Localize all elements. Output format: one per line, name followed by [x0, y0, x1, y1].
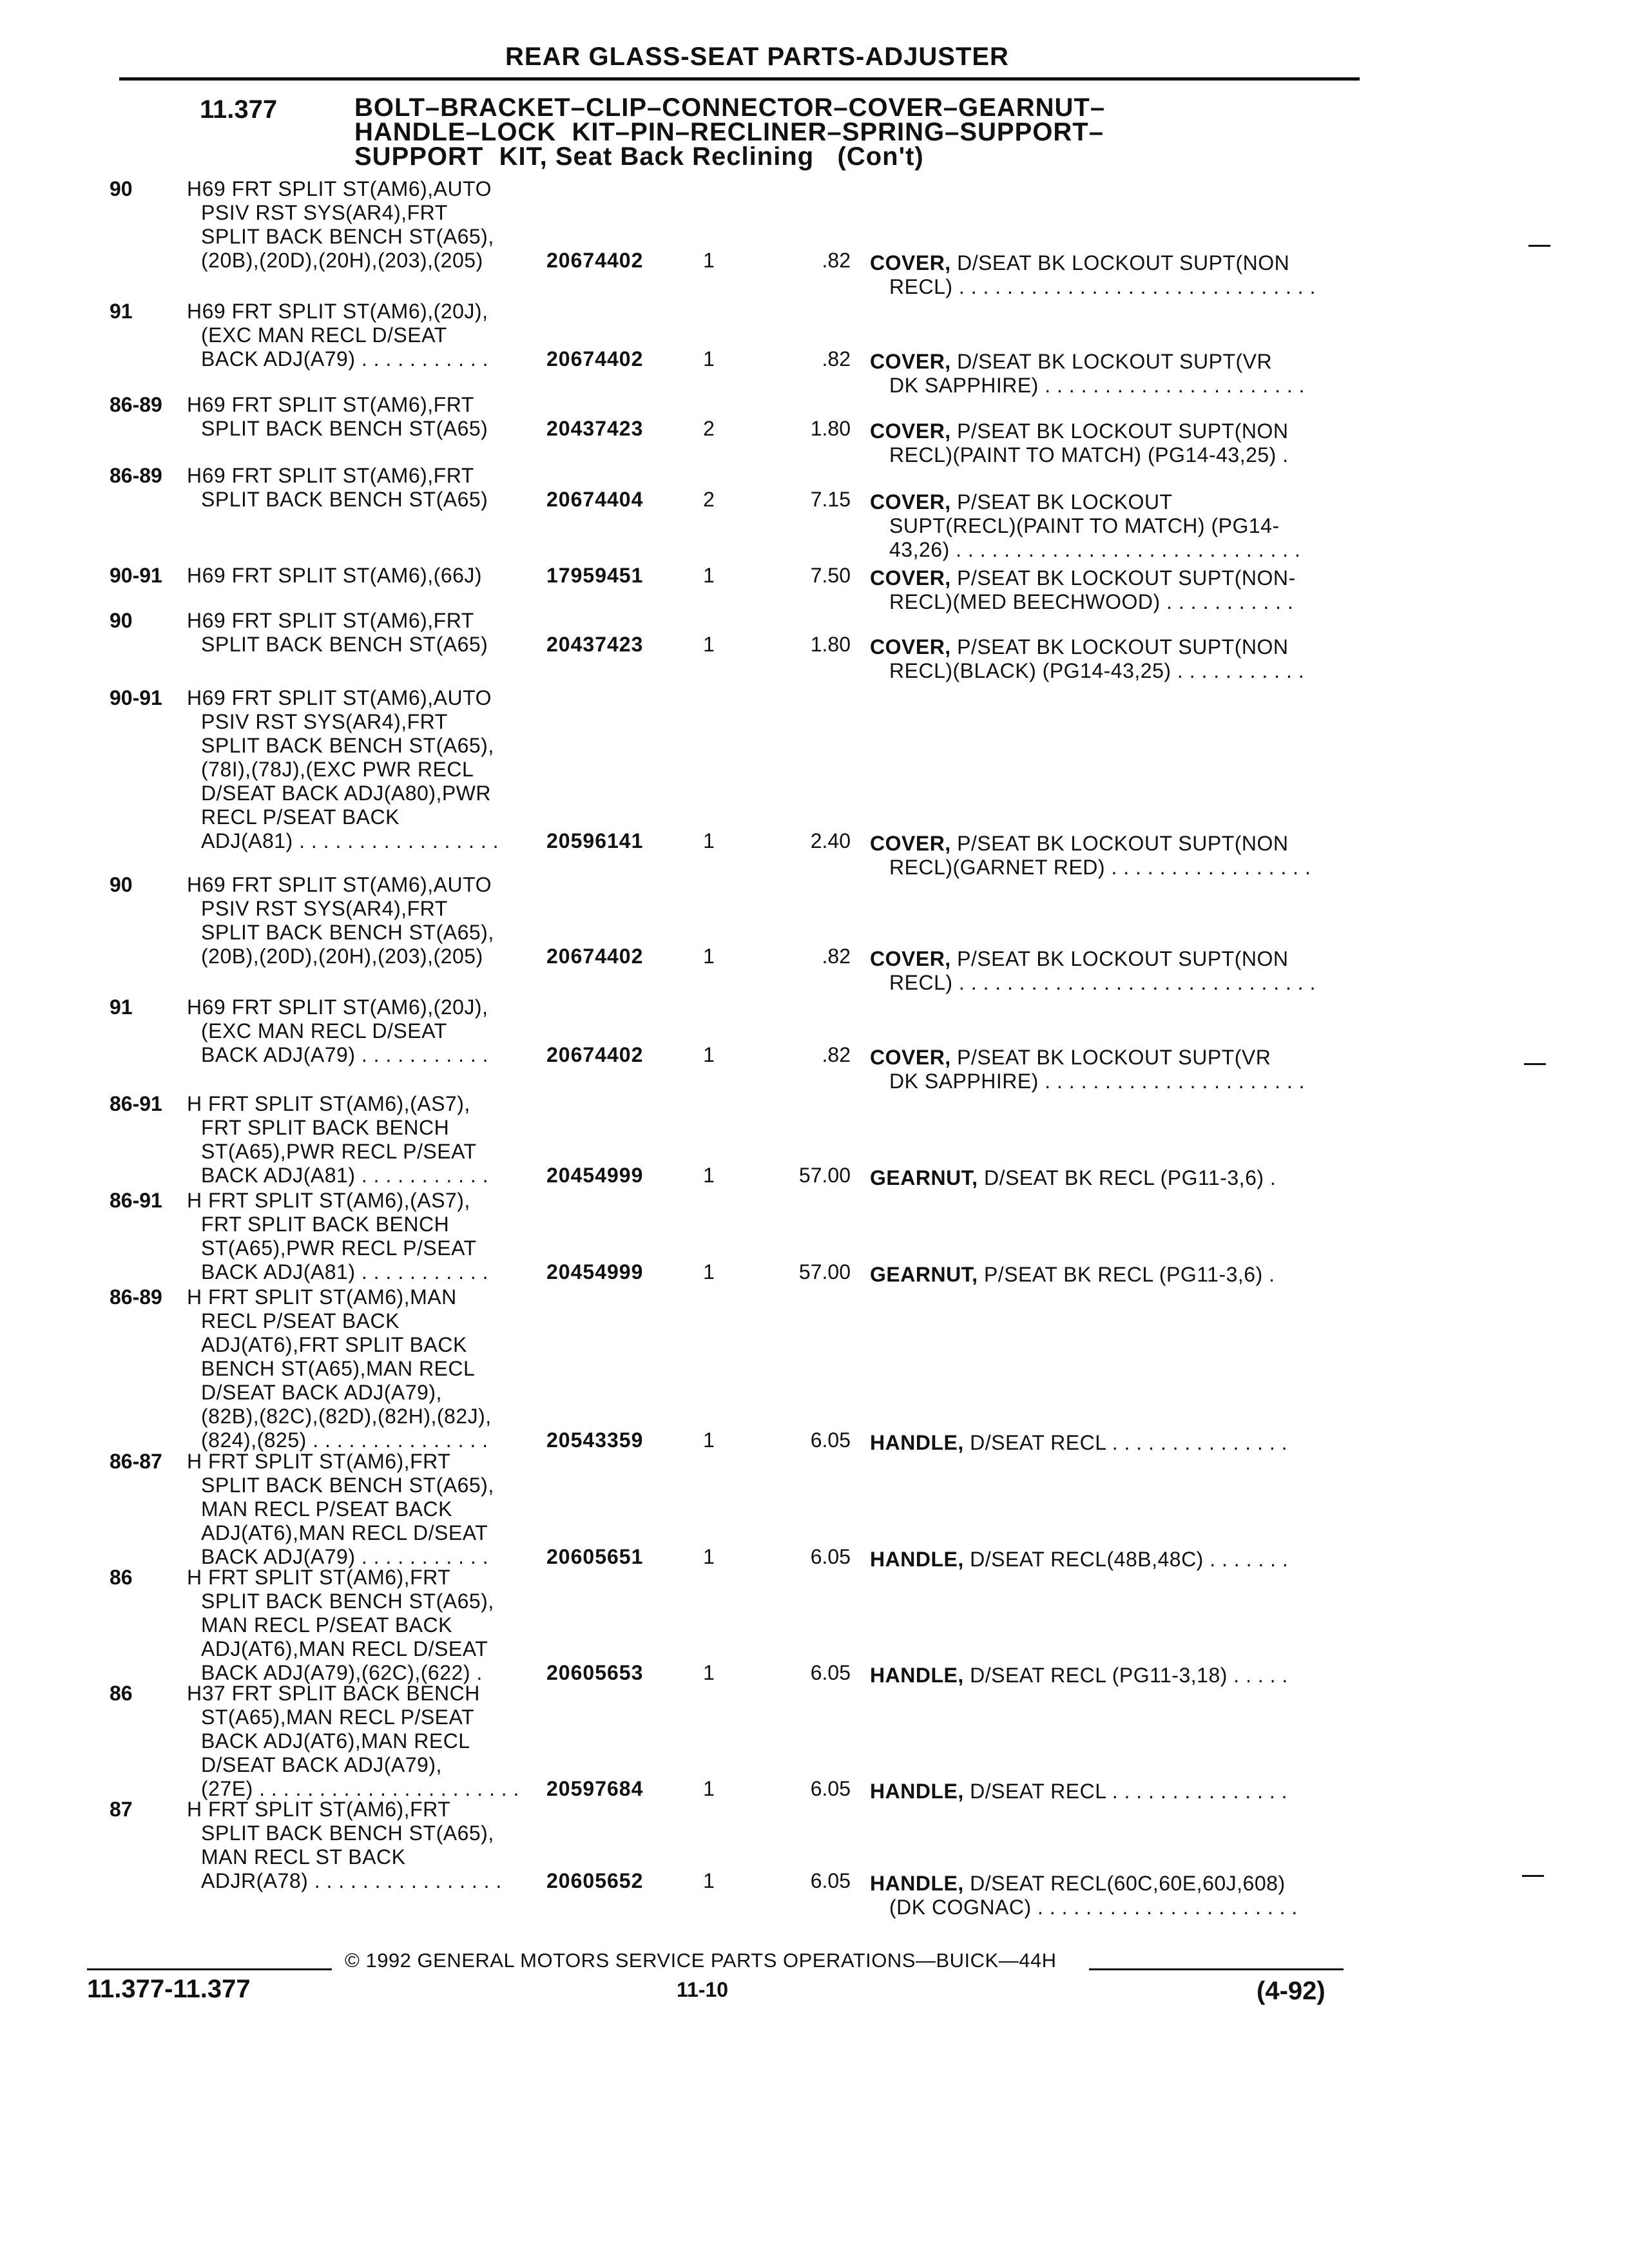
- description-line: (78I),(78J),(EXC PWR RECL: [201, 758, 474, 781]
- description-line: H FRT SPLIT ST(AM6),FRT: [187, 1566, 451, 1589]
- price: 2.40: [810, 829, 851, 852]
- quantity: 1: [703, 1043, 715, 1066]
- model-year: 86: [110, 1682, 133, 1705]
- price: .82: [822, 945, 851, 968]
- model-year: 86-91: [110, 1189, 162, 1212]
- description-line: H69 FRT SPLIT ST(AM6),(66J): [187, 564, 483, 587]
- model-year: 86: [110, 1566, 133, 1589]
- part-name: COVER,: [870, 832, 951, 855]
- part-name: GEARNUT,: [870, 1166, 978, 1189]
- part-description-line: COVER, P/SEAT BK LOCKOUT: [870, 490, 1173, 514]
- quantity: 1: [703, 1661, 715, 1684]
- model-year: 86-87: [110, 1450, 162, 1473]
- description-line: H FRT SPLIT ST(AM6),FRT: [187, 1450, 451, 1473]
- section-title: REAR GLASS-SEAT PARTS-ADJUSTER: [505, 43, 1009, 71]
- model-year: 87: [110, 1798, 133, 1821]
- margin-mark: [1528, 245, 1550, 247]
- quantity: 1: [703, 1545, 715, 1568]
- description-line: H FRT SPLIT ST(AM6),(AS7),: [187, 1092, 470, 1115]
- price: 6.05: [810, 1661, 851, 1684]
- part-number: 17959451: [546, 564, 644, 587]
- part-number: 20454999: [546, 1260, 644, 1283]
- application-description: [187, 393, 548, 441]
- part-name: COVER,: [870, 251, 951, 274]
- description-line: (EXC MAN RECL D/SEAT: [201, 323, 447, 347]
- part-number: 20437423: [546, 633, 644, 656]
- description-line: H69 FRT SPLIT ST(AM6),(20J),: [187, 300, 488, 323]
- model-year: 90: [110, 177, 133, 200]
- group-title-line: SUPPORT KIT, Seat Back Reclining (Con't): [354, 142, 924, 171]
- part-number: 20674402: [546, 945, 644, 968]
- part-description: [870, 1664, 1353, 1687]
- part-name: COVER,: [870, 419, 951, 443]
- description-line: H69 FRT SPLIT ST(AM6),FRT: [187, 609, 474, 632]
- quantity: 1: [703, 1777, 715, 1800]
- part-description-line: RECL)(PAINT TO MATCH) (PG14-43,25) .: [889, 443, 1289, 466]
- part-name: HANDLE,: [870, 1431, 964, 1454]
- application-description: [187, 177, 548, 273]
- description-line: BACK ADJ(A79) . . . . . . . . . . .: [201, 1043, 489, 1066]
- description-line: BACK ADJ(A79) . . . . . . . . . . .: [201, 347, 489, 370]
- quantity: 1: [703, 347, 715, 370]
- model-year: 90: [110, 609, 133, 632]
- part-number: 20674402: [546, 347, 644, 370]
- part-description: [870, 251, 1353, 299]
- description-line: PSIV RST SYS(AR4),FRT: [201, 201, 448, 224]
- description-line: SPLIT BACK BENCH ST(A65),: [201, 225, 494, 248]
- quantity: 1: [703, 945, 715, 968]
- model-year: 90-91: [110, 686, 162, 709]
- application-description: [187, 464, 548, 512]
- description-line: H FRT SPLIT ST(AM6),MAN: [187, 1285, 457, 1309]
- price: 6.05: [810, 1777, 851, 1800]
- quantity: 1: [703, 633, 715, 656]
- quantity: 1: [703, 829, 715, 852]
- part-description: [870, 566, 1353, 614]
- description-line: H69 FRT SPLIT ST(AM6),FRT: [187, 393, 474, 416]
- description-line: BACK ADJ(A81) . . . . . . . . . . .: [201, 1164, 489, 1187]
- part-number: 20597684: [546, 1777, 644, 1800]
- model-year: 91: [110, 995, 133, 1019]
- application-description: [187, 1450, 548, 1569]
- description-line: PSIV RST SYS(AR4),FRT: [201, 710, 448, 733]
- part-description: [870, 635, 1353, 683]
- description-line: H37 FRT SPLIT BACK BENCH: [187, 1682, 480, 1705]
- header-rule: [119, 77, 1360, 81]
- description-line: PSIV RST SYS(AR4),FRT: [201, 897, 448, 920]
- price: 6.05: [810, 1428, 851, 1452]
- part-description-line: RECL)(BLACK) (PG14-43,25) . . . . . . . . . . .: [889, 659, 1305, 682]
- description-line: H69 FRT SPLIT ST(AM6),(20J),: [187, 995, 488, 1019]
- description-line: H69 FRT SPLIT ST(AM6),AUTO: [187, 873, 492, 896]
- part-description: [870, 832, 1353, 879]
- model-year: 91: [110, 300, 133, 323]
- application-description: [187, 1092, 548, 1187]
- description-line: H69 FRT SPLIT ST(AM6),AUTO: [187, 177, 492, 200]
- description-line: FRT SPLIT BACK BENCH: [201, 1213, 450, 1236]
- application-description: [187, 1566, 548, 1685]
- description-line: SPLIT BACK BENCH ST(A65),: [201, 734, 494, 757]
- part-description: [870, 947, 1353, 995]
- part-description-line: 43,26) . . . . . . . . . . . . . . . . . . . . . . . . . . . . .: [889, 538, 1301, 561]
- footer-page-number: 11-10: [677, 1978, 729, 2001]
- part-number: 20605652: [546, 1869, 644, 1892]
- part-description: [870, 1166, 1353, 1190]
- description-line: ST(A65),MAN RECL P/SEAT: [201, 1706, 475, 1729]
- part-description: [870, 1046, 1353, 1093]
- part-name: COVER,: [870, 490, 951, 514]
- part-description: [870, 1431, 1353, 1455]
- description-line: SPLIT BACK BENCH ST(A65),: [201, 1474, 494, 1497]
- part-description-line: HANDLE, D/SEAT RECL(60C,60E,60J,608): [870, 1872, 1286, 1895]
- margin-mark: [1524, 1063, 1546, 1065]
- price: .82: [822, 249, 851, 272]
- description-line: ADJR(A78) . . . . . . . . . . . . . . . .: [201, 1869, 502, 1892]
- margin-mark: [1522, 1875, 1544, 1877]
- quantity: 1: [703, 564, 715, 587]
- group-number: 11.377: [200, 95, 278, 124]
- description-line: ST(A65),PWR RECL P/SEAT: [201, 1140, 477, 1163]
- model-year: 86-89: [110, 1285, 162, 1309]
- price: 7.50: [810, 564, 851, 587]
- part-number: 20437423: [546, 417, 644, 440]
- application-description: [187, 873, 548, 968]
- part-description: [870, 350, 1353, 398]
- group-title-line: BOLT–BRACKET–CLIP–CONNECTOR–COVER–GEARNUT–: [354, 93, 1106, 122]
- description-line: (824),(825) . . . . . . . . . . . . . . .: [201, 1428, 488, 1452]
- description-line: SPLIT BACK BENCH ST(A65),: [201, 1821, 494, 1845]
- footer-rule-left: [87, 1968, 332, 1970]
- description-line: SPLIT BACK BENCH ST(A65),: [201, 921, 494, 944]
- part-name: HANDLE,: [870, 1664, 964, 1687]
- description-line: (20B),(20D),(20H),(203),(205): [201, 249, 483, 272]
- part-number: 20543359: [546, 1428, 644, 1452]
- description-line: H69 FRT SPLIT ST(AM6),FRT: [187, 464, 474, 487]
- part-number: 20674404: [546, 488, 644, 511]
- price: 7.15: [810, 488, 851, 511]
- part-description-line: SUPT(RECL)(PAINT TO MATCH) (PG14-: [889, 514, 1280, 537]
- part-description-line: (DK COGNAC) . . . . . . . . . . . . . . . . . . . . . .: [889, 1896, 1298, 1919]
- quantity: 1: [703, 1260, 715, 1283]
- description-line: D/SEAT BACK ADJ(A80),PWR: [201, 782, 492, 805]
- price: 6.05: [810, 1545, 851, 1568]
- description-line: MAN RECL ST BACK: [201, 1845, 406, 1869]
- description-line: BENCH ST(A65),MAN RECL: [201, 1357, 476, 1380]
- model-year: 90: [110, 873, 133, 896]
- part-description-line: RECL) . . . . . . . . . . . . . . . . . . . . . . . . . . . . . .: [889, 971, 1316, 994]
- part-description-line: COVER, P/SEAT BK LOCKOUT SUPT(NON: [870, 419, 1289, 443]
- description-line: D/SEAT BACK ADJ(A79),: [201, 1381, 442, 1404]
- part-description-line: DK SAPPHIRE) . . . . . . . . . . . . . . . . . . . . . .: [889, 1070, 1306, 1093]
- part-description-line: COVER, D/SEAT BK LOCKOUT SUPT(VR: [870, 350, 1273, 373]
- quantity: 1: [703, 1428, 715, 1452]
- description-line: BACK ADJ(AT6),MAN RECL: [201, 1729, 470, 1753]
- part-description: [870, 1780, 1353, 1803]
- group-title: [354, 95, 1257, 169]
- part-description-line: HANDLE, D/SEAT RECL (PG11-3,18) . . . . .: [870, 1664, 1288, 1687]
- description-line: SPLIT BACK BENCH ST(A65): [201, 633, 488, 656]
- application-description: [187, 1189, 548, 1284]
- application-description: [187, 1285, 548, 1452]
- part-description-line: RECL) . . . . . . . . . . . . . . . . . . . . . . . . . . . . . .: [889, 275, 1316, 298]
- part-name: COVER,: [870, 1046, 951, 1069]
- model-year: 90-91: [110, 564, 162, 587]
- part-number: 20674402: [546, 1043, 644, 1066]
- price: .82: [822, 347, 851, 370]
- part-description-line: HANDLE, D/SEAT RECL . . . . . . . . . . . . . . .: [870, 1431, 1288, 1454]
- part-description-line: HANDLE, D/SEAT RECL . . . . . . . . . . . . . . .: [870, 1780, 1288, 1803]
- price: 57.00: [798, 1164, 851, 1187]
- price: 1.80: [810, 417, 851, 440]
- footer-rule-right: [1089, 1968, 1344, 1970]
- quantity: 1: [703, 249, 715, 272]
- quantity: 2: [703, 488, 715, 511]
- description-line: H69 FRT SPLIT ST(AM6),AUTO: [187, 686, 492, 709]
- part-name: GEARNUT,: [870, 1263, 978, 1286]
- description-line: ADJ(A81) . . . . . . . . . . . . . . . . .: [201, 829, 499, 852]
- model-year: 86-89: [110, 393, 162, 416]
- part-description: [870, 1548, 1353, 1571]
- part-number: 20605651: [546, 1545, 644, 1568]
- part-description-line: COVER, P/SEAT BK LOCKOUT SUPT(NON-: [870, 566, 1296, 590]
- application-description: [187, 564, 548, 588]
- quantity: 2: [703, 417, 715, 440]
- part-number: 20674402: [546, 249, 644, 272]
- part-description: [870, 1872, 1353, 1919]
- part-description-line: COVER, P/SEAT BK LOCKOUT SUPT(NON: [870, 635, 1289, 658]
- application-description: [187, 300, 548, 371]
- application-description: [187, 1798, 548, 1893]
- part-description-line: COVER, P/SEAT BK LOCKOUT SUPT(VR: [870, 1046, 1271, 1069]
- description-line: RECL P/SEAT BACK: [201, 805, 400, 829]
- footer-revision-date: (4-92): [1257, 1977, 1325, 2005]
- model-year: 86-91: [110, 1092, 162, 1115]
- quantity: 1: [703, 1869, 715, 1892]
- description-line: (82B),(82C),(82D),(82H),(82J),: [201, 1405, 492, 1428]
- description-line: ADJ(AT6),MAN RECL D/SEAT: [201, 1521, 488, 1544]
- description-line: SPLIT BACK BENCH ST(A65): [201, 417, 488, 440]
- part-name: HANDLE,: [870, 1872, 964, 1895]
- description-line: BACK ADJ(A81) . . . . . . . . . . .: [201, 1260, 489, 1283]
- part-description-line: RECL)(MED BEECHWOOD) . . . . . . . . . . .: [889, 590, 1294, 613]
- part-name: COVER,: [870, 566, 951, 590]
- description-line: SPLIT BACK BENCH ST(A65): [201, 488, 488, 511]
- description-line: RECL P/SEAT BACK: [201, 1309, 400, 1332]
- application-description: [187, 995, 548, 1067]
- part-name: COVER,: [870, 635, 951, 658]
- part-description-line: COVER, D/SEAT BK LOCKOUT SUPT(NON: [870, 251, 1290, 274]
- footer-copyright: © 1992 GENERAL MOTORS SERVICE PARTS OPERATIONS—BUICK—44H: [345, 1949, 1057, 1972]
- part-description-line: DK SAPPHIRE) . . . . . . . . . . . . . . . . . . . . . .: [889, 374, 1306, 397]
- description-line: MAN RECL P/SEAT BACK: [201, 1497, 452, 1521]
- part-number: 20454999: [546, 1164, 644, 1187]
- part-name: HANDLE,: [870, 1780, 964, 1803]
- part-description-line: COVER, P/SEAT BK LOCKOUT SUPT(NON: [870, 947, 1289, 970]
- quantity: 1: [703, 1164, 715, 1187]
- part-description: [870, 490, 1353, 562]
- part-name: COVER,: [870, 947, 951, 970]
- description-line: MAN RECL P/SEAT BACK: [201, 1613, 452, 1637]
- part-description-line: COVER, P/SEAT BK LOCKOUT SUPT(NON: [870, 832, 1289, 855]
- description-line: D/SEAT BACK ADJ(A79),: [201, 1753, 442, 1776]
- footer-group-range: 11.377-11.377: [87, 1975, 251, 2003]
- description-line: FRT SPLIT BACK BENCH: [201, 1116, 450, 1139]
- part-description-line: GEARNUT, D/SEAT BK RECL (PG11-3,6) .: [870, 1166, 1277, 1189]
- description-line: ADJ(AT6),FRT SPLIT BACK: [201, 1333, 467, 1356]
- price: 6.05: [810, 1869, 851, 1892]
- part-description-line: HANDLE, D/SEAT RECL(48B,48C) . . . . . . .: [870, 1548, 1289, 1571]
- application-description: [187, 609, 548, 657]
- price: 57.00: [798, 1260, 851, 1283]
- application-description: [187, 686, 548, 853]
- description-line: H FRT SPLIT ST(AM6),(AS7),: [187, 1189, 470, 1212]
- part-name: HANDLE,: [870, 1548, 964, 1571]
- model-year: 86-89: [110, 464, 162, 487]
- part-description-line: RECL)(GARNET RED) . . . . . . . . . . . . . . . . .: [889, 856, 1311, 879]
- description-line: (EXC MAN RECL D/SEAT: [201, 1019, 447, 1043]
- price: 1.80: [810, 633, 851, 656]
- description-line: ADJ(AT6),MAN RECL D/SEAT: [201, 1637, 488, 1660]
- part-number: 20605653: [546, 1661, 644, 1684]
- description-line: (20B),(20D),(20H),(203),(205): [201, 945, 483, 968]
- description-line: SPLIT BACK BENCH ST(A65),: [201, 1590, 494, 1613]
- part-description: [870, 1263, 1353, 1287]
- application-description: [187, 1682, 548, 1801]
- description-line: BACK ADJ(A79),(62C),(622) .: [201, 1661, 483, 1684]
- part-number: 20596141: [546, 829, 644, 852]
- description-line: BACK ADJ(A79) . . . . . . . . . . .: [201, 1545, 489, 1568]
- group-title-line: HANDLE–LOCK KIT–PIN–RECLINER–SPRING–SUPPORT–: [354, 118, 1104, 146]
- part-description-line: GEARNUT, P/SEAT BK RECL (PG11-3,6) .: [870, 1263, 1275, 1286]
- part-description: [870, 419, 1353, 467]
- description-line: ST(A65),PWR RECL P/SEAT: [201, 1236, 477, 1260]
- description-line: (27E) . . . . . . . . . . . . . . . . . . . . . .: [201, 1777, 519, 1800]
- description-line: H FRT SPLIT ST(AM6),FRT: [187, 1798, 451, 1821]
- part-name: COVER,: [870, 350, 951, 373]
- price: .82: [822, 1043, 851, 1066]
